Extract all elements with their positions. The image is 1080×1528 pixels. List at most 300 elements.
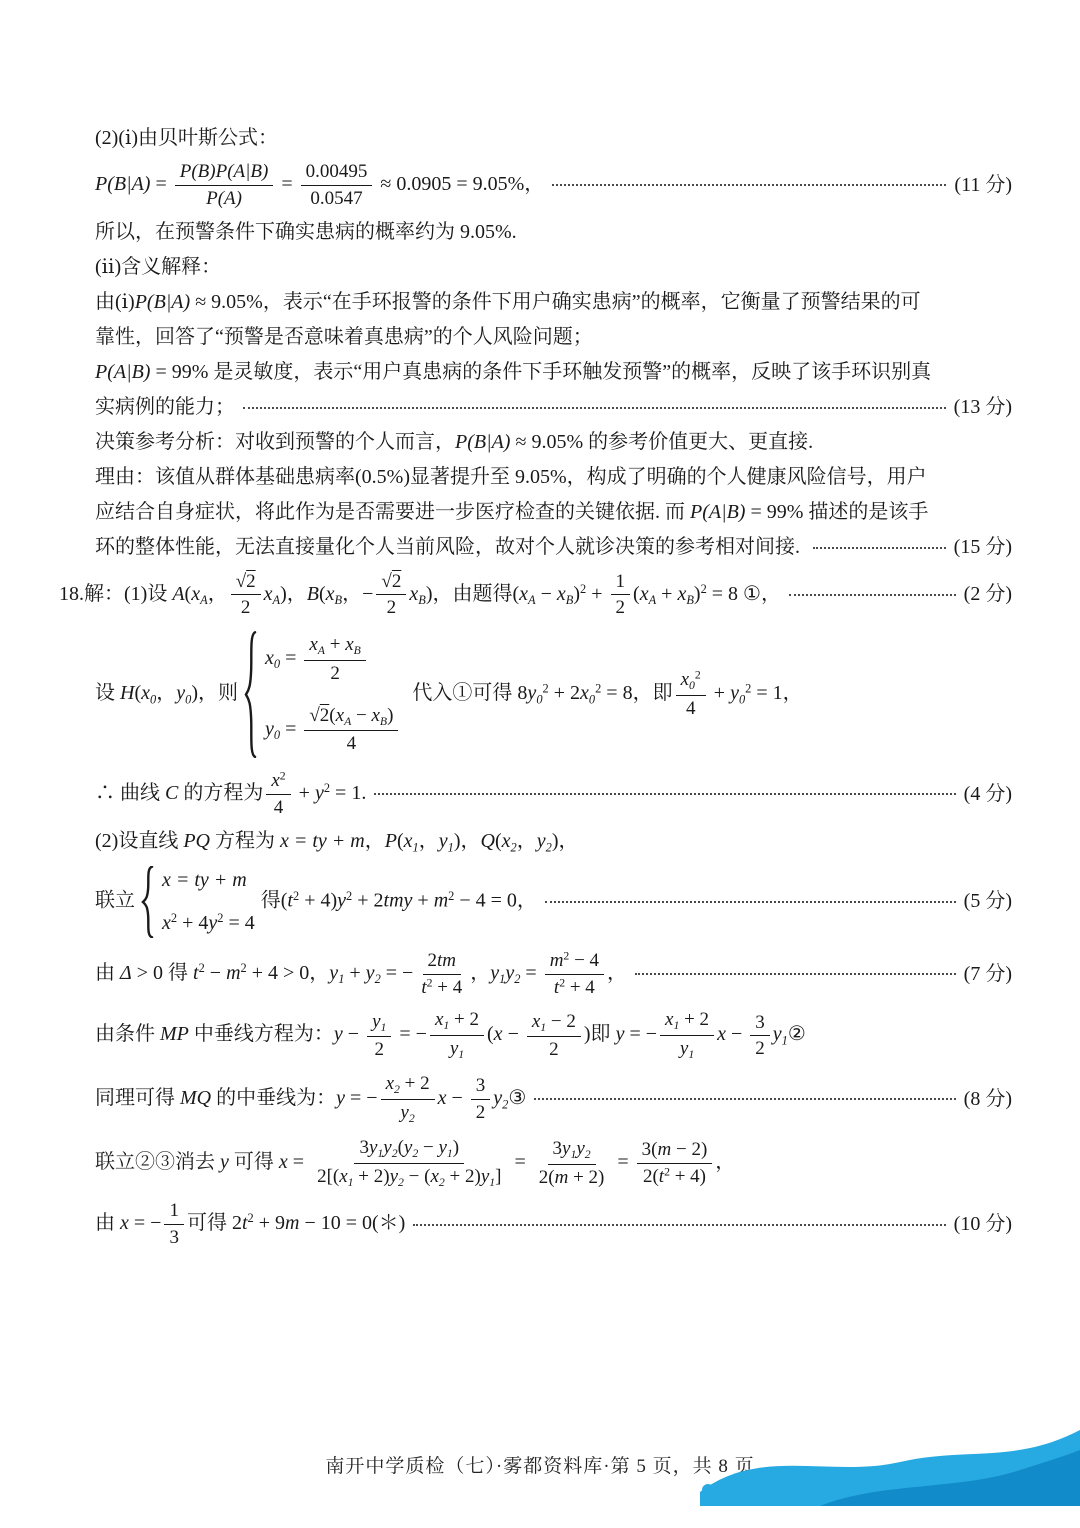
text-run: + 2 (352, 889, 384, 912)
radical-sign-icon: √ (235, 570, 247, 592)
math-superscript: 2 (563, 949, 570, 963)
math-subscript: A (317, 644, 325, 658)
math-subscript: 2 (545, 839, 552, 854)
math-subscript: B (334, 592, 343, 607)
math-subscript: 2 (502, 1097, 509, 1112)
math-variable: x (437, 1087, 447, 1110)
text-run: + (412, 889, 434, 912)
fraction-numerator (527, 1010, 581, 1038)
math-superscript: 2 (595, 681, 602, 696)
math-variable: B (306, 582, 319, 605)
math-variable: x (434, 1009, 444, 1031)
text-run: + 4 (565, 976, 595, 998)
math-variable: t (658, 1165, 665, 1187)
text-run: = 8，即 (601, 682, 673, 705)
math-variable: x (403, 829, 413, 852)
text-run: ( (633, 582, 640, 605)
fraction-numerator (423, 949, 462, 975)
math-subscript: 2 (510, 839, 517, 854)
answer-line (95, 123, 1012, 153)
answer-line (59, 568, 1012, 623)
math-variable: x (309, 634, 318, 655)
text-run: 由条件 (95, 1023, 160, 1046)
math-variable: y (730, 682, 739, 705)
text-run: 2 (427, 949, 438, 971)
math-superscript: 2 (346, 888, 353, 903)
math-variable: m (433, 889, 449, 912)
math-fraction (676, 668, 706, 721)
line-content (95, 827, 578, 857)
fraction-numerator (175, 160, 274, 186)
text-run: − (204, 961, 227, 984)
text-run: 应结合自身症状，将此作为是否需要进一步医疗检查的关键依据. 而 (95, 501, 690, 523)
text-run: + (293, 782, 315, 804)
math-subscript: 0 (536, 692, 543, 707)
math-variable: x (501, 829, 511, 852)
fraction-denominator (325, 661, 345, 686)
math-variable: MP (160, 1023, 189, 1046)
math-variable: y (480, 1165, 490, 1187)
fraction-denominator (534, 1165, 610, 1190)
math-subscript: 1 (446, 1146, 453, 1160)
fraction-denominator (305, 186, 367, 211)
text-run: ( (329, 704, 336, 726)
math-superscript: 2 (700, 581, 707, 596)
math-variable: MQ (180, 1087, 212, 1110)
text-run: = (280, 646, 302, 669)
text-run: 4 (346, 733, 357, 755)
dot-leader (813, 547, 946, 549)
text-run: 0.00495 (305, 161, 368, 182)
math-variable: x (162, 911, 171, 934)
math-sqrt (309, 705, 329, 726)
text-run: ) (693, 582, 701, 605)
math-superscript: 2 (448, 888, 455, 903)
text-run: + 2 (449, 1009, 479, 1031)
text-run: = − (345, 1087, 378, 1110)
math-subscript: 1 (489, 1175, 496, 1189)
math-sqrt (236, 571, 256, 592)
text-run: ≈ 9.05%，表示“在手环报警的条件下用户确实患病”的概率，它衡量了预警结果的可 (190, 291, 921, 313)
text-run: ] (495, 1165, 502, 1187)
line-content (95, 1197, 405, 1252)
dot-leader (635, 973, 956, 975)
math-variable: y (336, 1087, 345, 1110)
text-run: − 4 (569, 949, 600, 971)
math-subscript: A (528, 592, 536, 607)
fraction-numerator (750, 1011, 770, 1037)
line-content (95, 218, 517, 247)
text-run: (2)设直线 (95, 829, 184, 852)
text-run: 可得 (228, 1150, 279, 1173)
math-subscript: 0 (150, 692, 157, 707)
text-run: ( (184, 582, 192, 605)
math-superscript: 2 (559, 976, 566, 990)
math-variable: H (120, 682, 135, 705)
text-run: 联立 (95, 889, 135, 912)
text-run: + 4 (177, 911, 209, 934)
math-variable: C (165, 782, 179, 804)
text-run: = (276, 172, 298, 195)
math-superscript: 2 (694, 668, 701, 682)
math-fraction (527, 1010, 581, 1063)
text-run: 1 (615, 570, 626, 592)
fraction-numerator (164, 1199, 184, 1225)
dot-leader (545, 901, 956, 903)
text-run: 同理可得 (95, 1087, 180, 1110)
text-run: = (280, 717, 302, 740)
answer-line (95, 1006, 1012, 1065)
math-subscript: 2 (584, 1147, 591, 1161)
math-superscript: 2 (240, 961, 247, 975)
text-run: 2( (642, 1165, 659, 1187)
cases-row (162, 866, 247, 895)
answer-line (95, 498, 1012, 528)
text-run: − ( (403, 1165, 431, 1187)
text-run: 的中垂线为： (211, 1087, 337, 1110)
math-variable: x (263, 582, 273, 605)
fraction-numerator (545, 949, 604, 975)
math-variable: x (191, 582, 201, 605)
math-variable: P(B|A) (134, 291, 191, 313)
line-content (95, 1134, 735, 1193)
dot-leader (243, 407, 946, 409)
math-superscript: 2 (323, 781, 331, 796)
fraction-numerator (611, 570, 631, 596)
swoosh-dot (702, 1484, 714, 1496)
math-subscript: A (200, 592, 208, 607)
text-run: 所以，在预警条件下确实患病的概率约为 9.05%. (95, 221, 517, 243)
score-label: (5 分) (963, 890, 1012, 913)
math-variable: tm (437, 949, 457, 971)
fraction-denominator (471, 1100, 491, 1125)
math-variable: x (665, 1009, 674, 1031)
math-subscript: B (379, 714, 388, 728)
line-content (95, 358, 931, 387)
math-variable: x (556, 582, 566, 605)
text-run: )， (551, 829, 579, 852)
math-superscript: 2 (542, 681, 549, 696)
text-run: ≈ 9.05% 的参考价值更大、更直接. (510, 431, 814, 453)
math-superscript: 2 (170, 911, 178, 926)
fraction-denominator (445, 1036, 469, 1063)
fraction-numerator (301, 160, 373, 186)
text-run: − (351, 704, 372, 726)
text-run: 4 (273, 796, 284, 818)
math-sqrt (381, 571, 401, 592)
brace-svg (141, 866, 154, 938)
text-run: ) (452, 1136, 460, 1158)
fraction-numerator (304, 704, 398, 732)
math-variable: Q (480, 829, 495, 852)
text-run: 由(ⅰ) (95, 291, 135, 313)
answer-line (95, 358, 1012, 388)
line-content (95, 288, 921, 317)
math-variable: x (271, 770, 280, 792)
text-run: ， (156, 682, 177, 705)
text-run: + 4 (432, 976, 463, 998)
text-run: )即 (583, 1023, 616, 1046)
text-run: ( (397, 1136, 404, 1158)
math-subscript: 1 (781, 1033, 788, 1048)
math-variable: tmy (383, 889, 413, 912)
text-run: 决策参考分析：对收到预警的个人而言， (95, 431, 455, 453)
text-run: 可得 2 (186, 1212, 242, 1235)
score-label: (10 分) (953, 1213, 1012, 1236)
math-variable: x (430, 1165, 439, 1187)
math-fraction (175, 160, 274, 211)
answer-line (95, 323, 1012, 353)
math-fraction (164, 1199, 184, 1250)
text-run: ， (418, 829, 439, 852)
left-brace-icon (141, 866, 154, 938)
math-subscript: 0 (738, 692, 746, 707)
text-run: + 2) (568, 1166, 605, 1188)
math-fraction (381, 1072, 435, 1127)
math-fraction (266, 769, 290, 820)
math-cases (141, 866, 255, 938)
math-subscript: 1 (338, 972, 345, 987)
math-variable: x (680, 669, 690, 691)
math-subscript: 2 (408, 1112, 415, 1126)
text-run: ( (396, 829, 404, 852)
text-run: 得( (260, 889, 288, 912)
fraction-denominator (369, 1037, 389, 1062)
math-variable: y (208, 911, 218, 934)
text-run: + 2 (548, 682, 580, 705)
answer-lines (59, 123, 1012, 1252)
text-run: 2 (549, 1039, 559, 1061)
text-run: + (324, 634, 346, 655)
text-run: ) (387, 704, 394, 726)
text-run: 18.解：(1)设 (59, 582, 173, 605)
math-variable: y (438, 1136, 447, 1158)
line-content (95, 393, 235, 422)
text-run: ∴ 曲线 (95, 782, 165, 804)
math-subscript: A (344, 714, 352, 728)
dot-leader (374, 793, 955, 795)
text-run: (2)(ⅰ)由贝叶斯公式： (95, 126, 279, 149)
fraction-denominator (416, 975, 467, 1000)
text-run: + (344, 961, 366, 984)
text-run: 3 (552, 1137, 562, 1159)
math-variable: x = ty + m (162, 868, 247, 891)
answer-content (59, 118, 1012, 1257)
math-variable: m (226, 961, 241, 984)
math-variable: x (409, 582, 419, 605)
math-subscript: 1 (347, 1175, 354, 1189)
math-variable: y (536, 829, 546, 852)
math-variable: x (580, 682, 589, 705)
math-fraction (471, 1074, 491, 1125)
text-run: = − (380, 961, 414, 984)
line-content (59, 568, 781, 623)
text-run: = 1. (330, 782, 367, 804)
text-run: = − (624, 1023, 658, 1046)
math-variable: y (449, 1038, 459, 1060)
math-subscript: 1 (673, 1019, 680, 1033)
fraction-denominator (382, 595, 402, 620)
text-run: 中垂线方程为： (188, 1023, 334, 1046)
math-variable: y (333, 1023, 343, 1046)
text-run: )，由题得( (425, 582, 520, 605)
answer-line (95, 288, 1012, 318)
line-content (95, 124, 278, 153)
text-run: 联立②③消去 (95, 1150, 220, 1173)
text-run: 的方程为 (178, 782, 264, 804)
math-variable: P(B)P(A|B) (179, 161, 269, 182)
text-run: ③ (508, 1087, 527, 1110)
fraction-numerator (381, 1072, 435, 1100)
text-run: 2 (615, 597, 626, 619)
math-fraction (545, 949, 604, 1000)
text-run: 2 (319, 704, 330, 726)
text-run: ) (573, 582, 581, 605)
math-superscript: 2 (580, 581, 587, 596)
math-fraction (376, 570, 406, 621)
text-run: 4 (685, 698, 696, 720)
dot-leader (413, 1224, 945, 1226)
math-subscript: 1 (377, 1146, 384, 1160)
fraction-denominator (544, 1037, 564, 1062)
radicand (246, 571, 256, 592)
fraction-numerator (637, 1138, 713, 1164)
score-label: (15 分) (953, 536, 1012, 558)
score-label: (7 分) (963, 962, 1012, 985)
line-content (95, 947, 627, 1002)
text-run: 2 (246, 570, 256, 592)
text-run: + 4 > 0， (246, 961, 330, 984)
text-run: − 2 (546, 1010, 576, 1032)
math-variable: m (285, 1212, 300, 1235)
line-content (95, 428, 813, 457)
text-run: 代入①可得 8 (407, 682, 528, 705)
text-run: 3 (359, 1136, 369, 1158)
math-variable: y (400, 1101, 409, 1123)
text-run: ， (470, 961, 491, 984)
math-variable: y (264, 717, 274, 740)
radicand (320, 705, 330, 726)
fraction-denominator (312, 1164, 506, 1191)
fraction-denominator (164, 1225, 184, 1250)
text-run: ( (134, 682, 142, 705)
math-fraction (430, 1008, 484, 1063)
answer-line (95, 767, 1012, 822)
math-superscript: 2 (292, 888, 300, 903)
math-variable: y (372, 1010, 381, 1032)
fraction-numerator (266, 769, 290, 795)
math-subscript: 1 (540, 1020, 547, 1034)
cases-column (162, 866, 255, 938)
answer-line (95, 393, 1012, 423)
text-run: 由 (95, 1212, 120, 1235)
math-variable: y (493, 1087, 503, 1110)
answer-line (95, 1134, 1012, 1193)
math-variable: Δ (120, 961, 132, 984)
math-subscript: 1 (447, 839, 454, 854)
text-run: = (612, 1150, 634, 1173)
text-run: = 99% 是灵敏度，表示“用户真患病的条件下手环触发预警”的概率，反映了该手环识别真 (150, 361, 932, 383)
text-run: 2( (538, 1166, 555, 1188)
answer-line (95, 1197, 1012, 1252)
math-variable: P(B|A) (455, 431, 511, 453)
text-run: − (502, 1023, 524, 1046)
text-run: = 1， (751, 682, 803, 705)
text-run: ， (715, 1150, 736, 1173)
math-variable: y (329, 961, 339, 984)
math-subscript: B (353, 644, 361, 658)
text-run: 1 (169, 1200, 179, 1222)
math-variable: P (384, 829, 397, 852)
radical-sign-icon: √ (309, 704, 320, 726)
text-run: 2 (755, 1038, 765, 1060)
math-fraction (301, 160, 373, 211)
score-label: (4 分) (963, 782, 1012, 805)
math-cases (244, 631, 401, 758)
text-run: + 4) (669, 1165, 706, 1187)
math-variable: x (717, 1023, 726, 1046)
math-variable: t (553, 976, 560, 998)
fraction-numerator (660, 1008, 714, 1036)
math-fraction (304, 633, 365, 686)
text-run: − (725, 1023, 748, 1046)
brace-svg (244, 631, 257, 758)
text-run: = − (128, 1212, 162, 1235)
left-brace-icon (244, 631, 257, 758)
math-variable: m (657, 1138, 672, 1160)
math-subscript: 1 (688, 1048, 695, 1062)
math-subscript: 2 (394, 1083, 400, 1097)
line-content (95, 158, 544, 213)
math-variable: y (403, 1136, 413, 1158)
text-run: = (287, 1150, 310, 1173)
fraction-denominator (395, 1100, 419, 1127)
math-variable: x (339, 1165, 348, 1187)
math-fraction (312, 1136, 506, 1191)
text-run: = − (394, 1023, 427, 1046)
math-superscript: 2 (198, 961, 205, 975)
answer-line (95, 253, 1012, 283)
math-variable: y (314, 782, 324, 804)
dot-leader (552, 184, 946, 186)
math-variable: x (493, 1023, 503, 1046)
math-subscript: 2 (391, 1146, 398, 1160)
text-run: 2 (386, 597, 397, 619)
text-run: 3 (475, 1075, 486, 1097)
line-content (95, 767, 366, 822)
math-variable: x (677, 582, 687, 605)
score-label: (11 分) (954, 173, 1012, 196)
text-run: ≈ 0.0905 = 9.05%， (375, 172, 545, 195)
text-run: 2 (374, 1039, 384, 1061)
math-subscript: 1 (443, 1019, 450, 1033)
cases-row (162, 909, 255, 938)
math-variable: t (241, 1212, 248, 1235)
math-variable: y (490, 961, 500, 984)
line-content (95, 627, 803, 762)
text-run: 2[( (317, 1165, 340, 1187)
math-variable: y (176, 682, 186, 705)
math-variable: x = ty + m (280, 829, 365, 852)
math-variable: m (549, 949, 564, 971)
text-run: 2 (240, 597, 251, 619)
fraction-denominator (236, 595, 256, 620)
math-variable: y (527, 682, 537, 705)
score-label: (13 分) (953, 396, 1012, 418)
fraction-denominator (549, 975, 600, 1000)
line-content (95, 533, 805, 562)
math-variable: x (345, 634, 354, 655)
